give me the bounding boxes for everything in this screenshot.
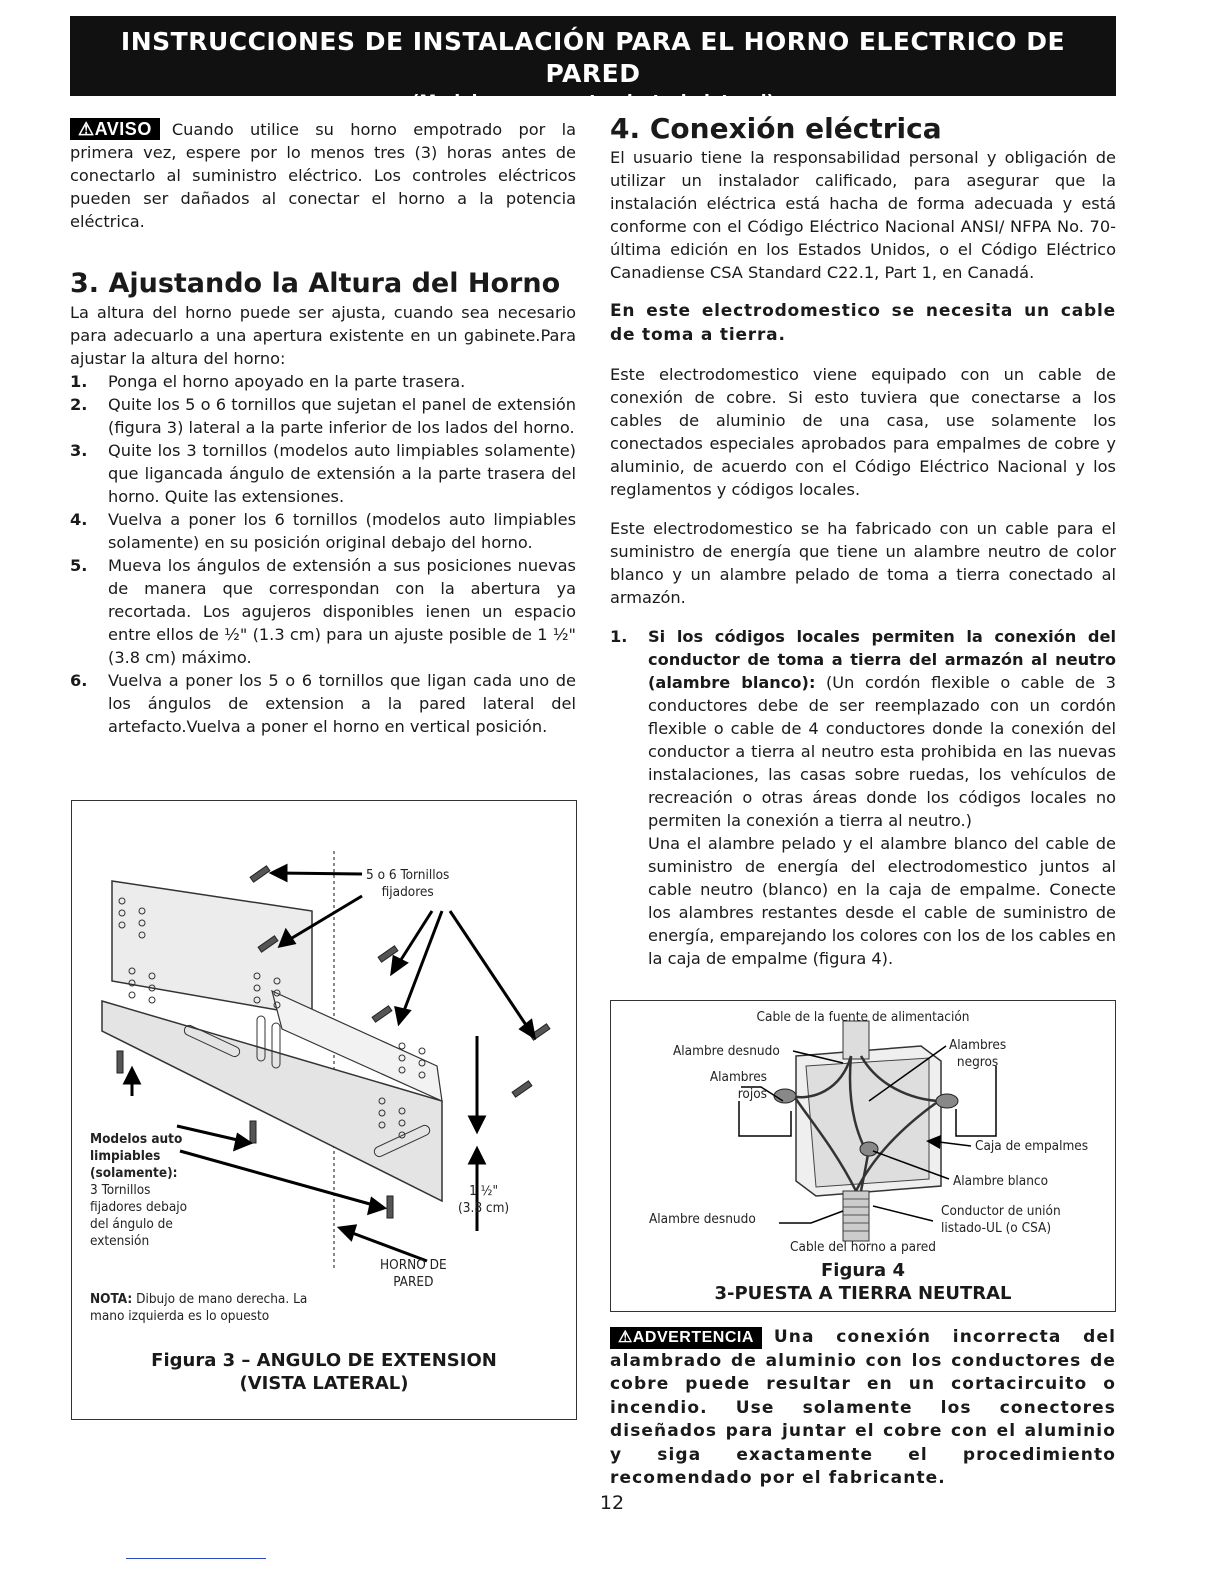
section4-paragraph-1: El usuario tiene la responsabilidad personal y obligación de utilizar un instalador calificado, para asegurar que la instalación eléctrica está hacha de forma adecuada y está conforme con el Código Eléctrico Nacional ANSI/ NFPA No. 70-última edición en los Estados Unidos, o el Código Eléctrico Canadiense CSA Standard C22.1, Part 1, en Canadá. <box>610 148 1116 282</box>
section4-bold-note: En este electrodomestico se necesita un cable de toma a tierra. <box>610 301 1116 345</box>
header-banner <box>70 16 1116 112</box>
self-clean-models-label: Modelos auto limpiables (solamente): 3 Tornillos fijadores debajo del ángulo de extensión <box>90 1131 188 1249</box>
list-item: 5. Mueva los ángulos de extensión a sus posiciones nuevas de manera que correspondan con la abertura ya recortada. Los agujeros disponibles ienen un espacio entre ellos de ½" (1.3 cm) para un ajuste posible de 1 ½" (3.8 cm) máximo. <box>70 556 576 667</box>
list-item: 1. Si los códigos locales permiten la conexión del conductor de toma a tierra del armazón al neutro (alambre blanco): (Un cordón flexible o cable de 3 conductores debe de ser reemplazado con un cordón flexible o cable de 4 conductores donde la conexión del conductor a tierra al neutro esta prohibida en las nuevas instalaciones, las casas sobre ruedas, los vehículos de recreación o otras áreas donde los códigos locales no permiten la conexión a tierra al neutro.) Una el alambre pelado y el alambre blanco del cable de suministro de energía del electrodomestico juntos al cable neutro (blanco) en la caja de empalme. Conecte los alambres restantes desde el cable de suministro de energía, emparejando los colores con los de los cables en la caja de empalme (figura 4). <box>610 627 1116 968</box>
list-item: 1. Ponga el horno apoyado en la parte trasera. <box>70 372 466 391</box>
figure-4 <box>610 1000 1116 1312</box>
warning-paragraph <box>610 1326 1116 1491</box>
aviso-text: Cuando utilice su horno empotrado por la primera vez, espere por lo menos tres (3) horas antes de conectarlo al suministro eléctrico. Los controles eléctricos pueden ser dañados al conectar el horno a la potencia eléctrica. <box>70 120 576 231</box>
oven-cable-label: Cable del horno a pared <box>790 1239 936 1255</box>
bare-wire-top-label: Alambre desnudo <box>673 1043 780 1059</box>
wall-oven-label: HORNO DE PARED <box>380 1257 447 1290</box>
section4-paragraph-3: Este electrodomestico se ha fabricado con un cable para el suministro de energía que tiene un alambre neutro de color blanco y un alambre pelado de toma a tierra conectado al armazón. <box>610 519 1116 607</box>
footer-divider <box>126 1558 266 1559</box>
aviso-paragraph <box>70 118 576 233</box>
section4-title: 4. Conexión eléctrica <box>610 112 942 145</box>
steps-list <box>70 370 576 738</box>
warning-badge: ⚠ADVERTENCIA <box>610 1327 762 1349</box>
list-item: 2. Quite los 5 o 6 tornillos que sujetan el panel de extensión (figura 3) lateral a la parte inferior de los lados del horno. <box>70 395 576 437</box>
white-wire-label: Alambre blanco <box>953 1173 1049 1189</box>
list-item: 4. Vuelva a poner los 6 tornillos (modelos auto limpiables solamente) en su posición original debajo del horno. <box>70 510 576 552</box>
figure3-caption: Figura 3 – ANGULO DE EXTENSION (VISTA LATERAL) <box>151 1350 497 1394</box>
section3-intro: La altura del horno puede ser ajusta, cuando sea necesario para adecuarlo a una apertura existente en un gabinete.Para ajustar la altura del horno: <box>70 303 576 368</box>
list-item: 3. Quite los 3 tornillos (modelos auto limpiables solamente) que ligancada ángulo de extensión a la parte trasera del horno. Quite las extensiones. <box>70 441 576 506</box>
figure-3 <box>71 800 577 1420</box>
bare-wire-bottom-label: Alambre desnudo <box>649 1211 756 1227</box>
warning-text: Una conexión incorrecta del alambrado de aluminio con los conductores de cobre puede resultar en un cortacircuito o incendio. Use solamente los conectores diseñados para juntar el cobre con el aluminio y siga exactamente el procedimiento recomendado por el fabricante. <box>610 1327 1116 1488</box>
ground-connector-label: Conductor de unión listado-UL (o CSA) <box>941 1203 1061 1236</box>
dimension-label: 1 ½" (3.8 cm) <box>458 1183 510 1216</box>
figure4-caption: Figura 4 3-PUESTA A TIERRA NEUTRAL <box>714 1260 1012 1304</box>
black-wires-label: Alambres negros <box>949 1037 1007 1070</box>
left-column <box>70 112 576 738</box>
page-number: 12 <box>599 1492 625 1514</box>
page-subtitle: (Modelos con puerta giratoria lateral) <box>411 92 775 112</box>
screws-label: 5 o 6 Tornillos fijadores <box>366 867 450 900</box>
list-item: 6. Vuelva a poner los 5 o 6 tornillos que ligan cada uno de los ángulos de extension a la pared lateral del artefacto.Vuelva a poner el horno en vertical posición. <box>70 671 576 736</box>
figure3-note: NOTA: Dibujo de mano derecha. La mano izquierda es lo opuesto <box>90 1291 308 1324</box>
warning-block <box>610 1326 1116 1491</box>
red-wires-label: Alambres rojos <box>709 1069 767 1102</box>
junction-box-label: Caja de empalmes <box>975 1138 1089 1154</box>
section4-paragraph-2: Este electrodomestico viene equipado con un cable de conexión de cobre. Si esto tuviera que conectarse a los cables de aluminio de una casa, use solamente los conectados especiales aprobados para empalmes de cobre y aluminio, de acuerdo con el Código Eléctrico Nacional y los reglamentos y códigos locales. <box>610 365 1116 499</box>
section3-title: 3. Ajustando la Altura del Horno <box>70 268 561 299</box>
aviso-badge: ⚠AVISO <box>70 118 160 140</box>
right-column <box>610 112 1116 970</box>
connection-steps <box>610 625 1116 970</box>
supply-cable-label: Cable de la fuente de alimentación <box>756 1009 970 1025</box>
page-title: INSTRUCCIONES DE INSTALACIÓN PARA EL HORNO ELECTRICO DE PARED <box>120 27 1066 88</box>
